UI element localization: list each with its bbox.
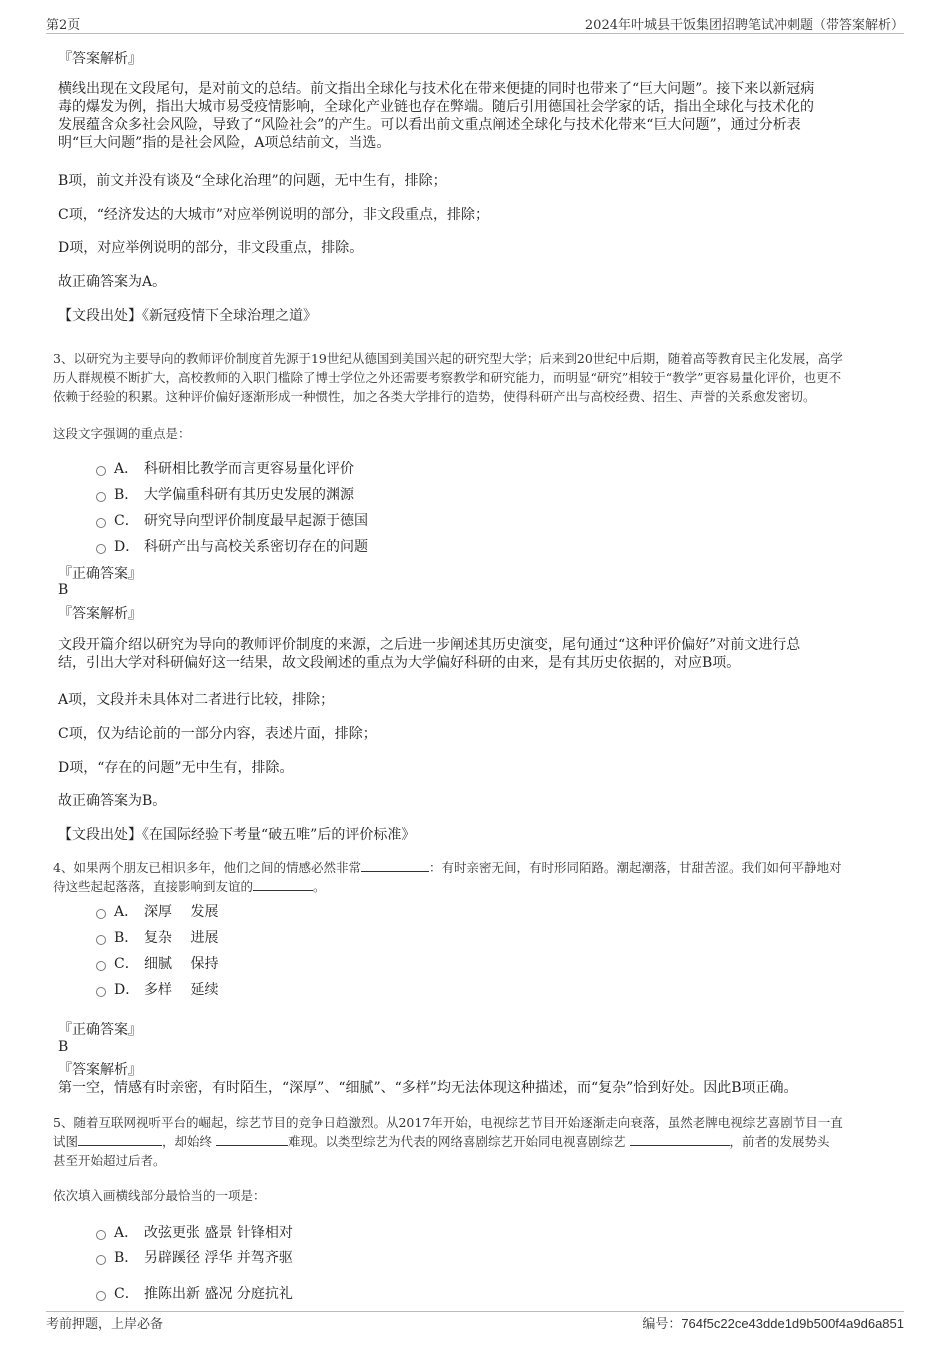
stem-text: ，前者的发展势头 [729,1134,830,1149]
text-line: 发展蕴含众多社会风险，导致了“风险社会”的产生。可以看出前文重点阐述全球化与技术化带来“巨大问题”，通过分析表 [58,117,801,133]
text-line: 历人群规模不断扩大，高校教师的入职门槛除了博士学位之外还需要考察教学和研究能力，而明显“研究”相较于“教学”更容易量化评价，也更不 [53,370,842,385]
text-line: 毒的爆发为例，指出大城市易受疫情影响，全球化产业链也存在弊端。随后引用德国社会学家的话，指出全球化与技术化的 [58,99,814,115]
text-line [53,1132,898,1151]
option-letter: C． [114,956,139,972]
q2-analysis-d: D项，对应举例说明的部分，非文段重点，排除。 [58,240,364,256]
q2-analysis-paragraph [58,80,888,152]
fill-blank [78,1133,162,1146]
stem-text: 难现。以类型综艺为代表的网络喜剧综艺开始同电视喜剧综艺 [288,1134,626,1149]
q5-question: 依次填入画横线部分最恰当的一项是： [53,1188,266,1203]
document-title: 2024年叶城县干饭集团招聘笔试冲刺题（带答案解析） [584,18,904,33]
q2-analysis-b: B项，前文并没有谈及“全球化治理”的问题，无中生有，排除； [58,173,447,189]
option-letter: B． [114,487,139,503]
option-letter: B． [114,1250,139,1266]
q3-option-a[interactable] [96,458,354,478]
q3-analysis-c: C项，仅为结论前的一部分内容，表述片面，排除； [58,726,377,742]
stem-text: ，却始终 [162,1134,213,1149]
radio-icon[interactable] [96,518,106,528]
q3-analysis-paragraph [58,636,888,672]
option-text: 推陈出新 盛况 分庭抗礼 [144,1286,293,1302]
radio-icon[interactable] [96,466,106,476]
stem-text: 4、如果两个朋友已相识多年，他们之间的情感必然非常 [53,860,361,875]
option-text: 科研产出与高校关系密切存在的问题 [144,539,368,555]
q4-analysis-label: 『答案解析』 [58,1062,142,1078]
option-letter: C． [114,1286,139,1302]
q4-option-d[interactable] [96,979,218,999]
q4-answer: B [58,1039,69,1055]
option-letter: C． [114,513,139,529]
footer-slogan: 考前押题，上岸必备 [46,1317,164,1332]
footer-divider [46,1311,904,1312]
radio-icon[interactable] [96,1230,106,1240]
option-text: 深厚 发展 [144,904,219,920]
code-value: 764f5c22ce43dde1d9b500f4a9d6a851 [681,1316,904,1331]
fill-blank [216,1133,288,1146]
text-line: 依赖于经验的积累。这种评价偏好逐渐形成一种惯性，加之各类大学排行的造势，使得科研产出与高校经费、招生、声誉的关系愈发密切。 [53,389,816,404]
option-letter: A． [114,1225,139,1241]
option-letter: A． [114,904,139,920]
q5-option-c[interactable] [96,1283,293,1303]
radio-icon[interactable] [96,1291,106,1301]
option-letter: B． [114,930,139,946]
text-line: 3、以研究为主要导向的教师评价制度首先源于19世纪从德国到美国兴起的研究型大学；后来到20世纪中后期，随着高等教育民主化发展，高学 [53,351,843,366]
text-line: 明“巨大问题”指的是社会风险，A项总结前文，当选。 [58,135,391,151]
q4-option-a[interactable] [96,901,218,921]
q4-answer-label: 『正确答案』 [58,1022,142,1038]
radio-icon[interactable] [96,492,106,502]
q5-option-b[interactable] [96,1247,293,1267]
radio-icon[interactable] [96,544,106,554]
stem-text: 待这些起起落落，直接影响到友谊的 [53,879,254,894]
q4-stem [53,858,898,896]
q4-option-b[interactable] [96,927,218,947]
code-label: 编号： [642,1317,682,1332]
option-text: 多样 延续 [144,982,219,998]
q5-option-a[interactable] [96,1222,293,1242]
q4-analysis: 第一空，情感有时亲密，有时陌生，“深厚”、“细腻”、“多样”均无法体现这种描述，而“复杂”恰到好处。因此B项正确。 [58,1080,798,1096]
text-line [53,858,898,877]
fill-blank [630,1133,730,1146]
radio-icon[interactable] [96,987,106,997]
q3-stem [53,349,898,406]
q4-option-c[interactable] [96,953,218,973]
text-line: 甚至开始超过后者。 [53,1153,166,1168]
option-letter: D． [114,539,140,555]
q2-analysis-c: C项，“经济发达的大城市”对应举例说明的部分，非文段重点，排除； [58,207,490,223]
option-text: 另辟蹊径 浮华 并驾齐驱 [144,1250,293,1266]
q3-option-c[interactable] [96,510,368,530]
text-line: 5、随着互联网视听平台的崛起，综艺节目的竞争日趋激烈。从2017年开始，电视综艺节目开始逐渐走向衰落，虽然老牌电视综艺喜剧节目一直 [53,1115,843,1130]
fill-blank [361,859,429,872]
q3-option-d[interactable] [96,536,368,556]
q5-stem [53,1113,898,1170]
option-text: 改弦更张 盛景 针锋相对 [144,1225,293,1241]
q3-analysis-a: A项，文段并未具体对二者进行比较，排除； [58,692,335,708]
q3-analysis-label: 『答案解析』 [58,606,142,622]
q3-source: 【文段出处】《在国际经验下考量“破五唯”后的评价标准》 [58,827,416,843]
radio-icon[interactable] [96,1255,106,1265]
q3-answer-label: 『正确答案』 [58,566,142,582]
option-letter: A． [114,461,139,477]
radio-icon[interactable] [96,935,106,945]
option-text: 研究导向型评价制度最早起源于德国 [144,513,368,529]
option-text: 科研相比教学而言更容易量化评价 [144,461,354,477]
stem-text: 试图 [53,1134,79,1149]
radio-icon[interactable] [96,909,106,919]
option-text: 细腻 保持 [144,956,219,972]
text-line: 结，引出大学对科研偏好这一结果，故文段阐述的重点为大学偏好科研的由来，是有其历史依据的，对应B项。 [58,655,741,671]
q3-option-b[interactable] [96,484,354,504]
document-code [642,1313,904,1332]
stem-text: 。 [313,879,326,894]
q3-analysis-d: D项，“存在的问题”无中生有，排除。 [58,760,294,776]
q2-source: 【文段出处】《新冠疫情下全球治理之道》 [58,308,317,324]
q3-question: 这段文字强调的重点是： [53,426,191,441]
radio-icon[interactable] [96,961,106,971]
page-number: 第2页 [46,18,81,33]
text-line: 文段开篇介绍以研究为导向的教师评价制度的来源，之后进一步阐述其历史演变，尾句通过“这种评价偏好”对前文进行总 [58,637,801,653]
q2-analysis-label: 『答案解析』 [58,51,142,67]
option-letter: D． [114,982,140,998]
stem-text: ：有时亲密无间，有时形同陌路。潮起潮落，甘甜苦涩。我们如何平静地对 [428,860,842,875]
option-text: 大学偏重科研有其历史发展的渊源 [144,487,354,503]
text-line: 横线出现在文段尾句，是对前文的总结。前文指出全球化与技术化在带来便捷的同时也带来了“巨大问题”。接下来以新冠病 [58,81,815,97]
q3-answer: B [58,582,69,598]
header-divider [46,33,904,34]
fill-blank [253,878,313,891]
text-line [53,877,898,896]
q3-conclusion: 故正确答案为B。 [58,793,167,809]
q2-conclusion: 故正确答案为A。 [58,274,167,290]
option-text: 复杂 进展 [144,930,219,946]
